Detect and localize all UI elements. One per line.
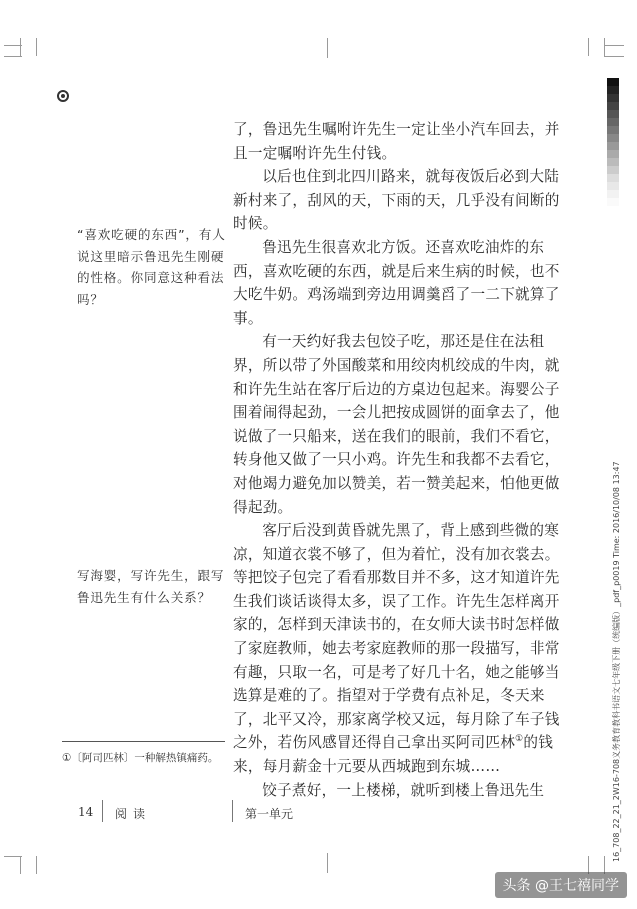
- crop-mark: [327, 853, 328, 873]
- margin-note: “喜欢吃硬的东西”，有人说这里暗示鲁迅先生刚硬的性格。你同意这种看法吗？: [77, 227, 226, 307]
- paragraph-text: 客厅后没到黄昏就先黑了，背上感到些微的寒凉，知道衣裳不够了，但为着忙，没有加衣裳去。等把饺子包完了看看那数目并不多，这才知道许先生我们谈话谈得太多，误了工作。许先生怎样离开家的，怎样到天津读书的，在女师大读书时怎样做了家庭教师，她去考家庭教师的那一段描写，非常有趣，只取一名，可是考了好几十名，她之能够当选算是难的了。指望对于学费有点补足，冬天来了，北平又冷，那家离学校又远，每月除了车子钱之外，若伤风感冒还得自己拿出买阿司匹林: [233, 522, 560, 752]
- crop-mark: [36, 856, 37, 874]
- paragraph-text: 的钱来，每月薪金十元要从西城跑到东城……: [233, 734, 554, 776]
- crop-mark: [20, 38, 21, 56]
- footnote: ①〔阿司匹林〕一种解热镇痛药。: [62, 752, 219, 764]
- paragraph: 了，鲁迅先生嘱咐许先生一定让坐小汽车回去，并且一定嘱咐许先生付钱。: [233, 121, 560, 162]
- folio-divider: [102, 800, 103, 822]
- unit-title: 第一单元: [245, 807, 294, 821]
- grayscale-calibration-bar: [607, 78, 619, 214]
- paragraph: 饺子煮好，一上楼梯，就听到楼上鲁迅先生: [262, 781, 545, 799]
- margin-note: 写海婴，写许先生，跟写鲁迅先生有什么关系？: [77, 568, 225, 605]
- crop-mark: [4, 856, 22, 857]
- crop-mark: [604, 45, 624, 46]
- paragraph: 鲁迅先生很喜欢北方饭。还喜欢吃油炸的东西，喜欢吃硬的东西，就是后来生病的时候，也不大吃牛奶。鸡汤端到旁边用调羹舀了一二下就算了事。: [233, 238, 560, 327]
- crop-mark: [588, 38, 589, 56]
- print-metadata: 16_708_22_21_2W16-708义务教育教科书语文七年级下册（统编版）_pdf_p0019 Time: 2016/10/08 13:47: [612, 461, 621, 862]
- paragraph: 有一天约好我去包饺子吃，那还是住在法租界，所以带了外国酸菜和用绞肉机绞成的牛肉，就和许先生站在客厅后边的方桌边包起来。海婴公子围着闹得起劲，一会儿把按成圆饼的面拿去了，他说做了一只船来，送在我们的眼前，我们不看它，转身他又做了一只小鸡。许先生和我都不去看它，对他竭力避免加以赞美，若一赞美起来，怕他更做得起劲。: [233, 333, 560, 516]
- crop-mark: [20, 856, 21, 874]
- crop-mark: [4, 56, 22, 57]
- page-number: 14: [78, 805, 94, 819]
- watermark-label: 头条 @王七禧同学: [495, 872, 627, 898]
- registration-target-icon: [57, 90, 69, 102]
- crop-mark: [327, 38, 328, 58]
- crop-mark: [604, 38, 605, 56]
- crop-mark: [4, 45, 22, 46]
- paragraph: [233, 519, 573, 779]
- paragraph: 以后也住到北四川路来，就每夜饭后必到大陆新村来了，刮风的天，下雨的天，几乎没有间断的时候。: [233, 168, 560, 233]
- folio-divider: [232, 800, 233, 822]
- crop-mark: [36, 38, 37, 56]
- main-body-text: [233, 118, 573, 802]
- section-title: 阅读: [115, 807, 152, 821]
- footnote-marker: ①: [515, 734, 524, 745]
- crop-mark: [604, 56, 624, 57]
- footnote-divider: [62, 741, 225, 742]
